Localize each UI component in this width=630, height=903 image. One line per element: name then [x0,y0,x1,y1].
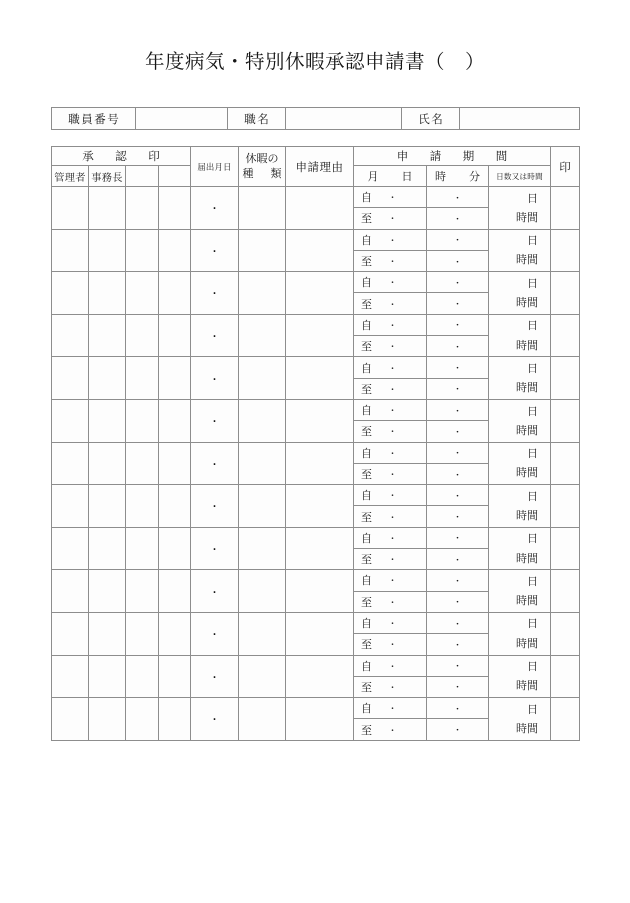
period-to-date-cell[interactable] [354,378,427,399]
days-unit-label: 日 [527,361,538,375]
row-seal-cell[interactable] [551,314,580,357]
leave-type-cell[interactable] [239,698,286,741]
reason-cell[interactable] [286,357,354,400]
submission-date-cell[interactable]: ・ [191,357,239,400]
leave-type-header-line1: 休暇の [245,151,279,165]
approval-seal-cell-4[interactable] [159,655,191,698]
approval-seal-cell-4[interactable] [159,612,191,655]
leave-type-cell[interactable] [239,187,286,230]
approval-seal-cell-1[interactable] [52,229,89,272]
employee-number-label: 職員番号 [52,108,136,130]
period-from-date-cell[interactable] [354,655,427,676]
approval-seal-cell-3[interactable] [126,485,159,528]
period-to-date-cell[interactable] [354,208,427,229]
date-separator-dot: ・ [388,491,398,502]
period-from-date-cell[interactable] [354,229,427,250]
approval-seal-cell-2[interactable] [89,357,126,400]
hour-minute-header: 時 分 [427,166,489,187]
approval-seal-cell-3[interactable] [126,655,159,698]
period-from-date-cell[interactable] [354,272,427,293]
period-from-label: 自 [361,531,372,545]
period-from-time-cell[interactable]: ・ [427,314,489,335]
leave-type-cell[interactable] [239,442,286,485]
days-unit-label: 日 [527,191,538,205]
job-title-field[interactable] [286,108,402,130]
approval-seal-cell-3[interactable] [126,314,159,357]
table-row [52,612,580,633]
period-to-time-cell[interactable]: ・ [427,208,489,229]
manager-seal-header: 管理者 [52,166,89,187]
approval-seal-cell-3[interactable] [126,442,159,485]
period-from-time-cell[interactable]: ・ [427,229,489,250]
date-separator-dot: ・ [388,513,398,524]
period-to-time-cell[interactable]: ・ [427,634,489,655]
approval-seal-cell-4[interactable] [159,399,191,442]
period-to-date-cell[interactable] [354,506,427,527]
reason-cell[interactable] [286,187,354,230]
period-from-label: 自 [361,191,372,205]
submission-date-cell[interactable]: ・ [191,187,239,230]
period-to-time-cell[interactable]: ・ [427,336,489,357]
period-header: 申 請 期 間 [354,147,551,166]
approval-seal-cell-2[interactable] [89,314,126,357]
approval-seal-cell-1[interactable] [52,399,89,442]
row-seal-cell[interactable] [551,357,580,400]
approval-seal-cell-2[interactable] [89,612,126,655]
submission-date-header: 届出月日 [191,147,239,187]
date-separator-dot: ・ [388,640,398,651]
approval-seal-header: 承 認 印 [52,147,191,166]
reason-cell[interactable] [286,570,354,613]
period-to-time-cell[interactable]: ・ [427,293,489,314]
reason-cell[interactable] [286,527,354,570]
period-to-label: 至 [361,553,372,567]
table-row [52,570,580,591]
date-separator-dot: ・ [388,193,398,204]
period-from-label: 自 [361,574,372,588]
period-from-date-cell[interactable] [354,314,427,335]
days-or-hours-cell[interactable] [489,357,551,400]
approval-seal-cell-2[interactable] [89,527,126,570]
employee-info-table [51,107,580,130]
reason-cell[interactable] [286,485,354,528]
approval-seal-cell-2[interactable] [89,570,126,613]
director-seal-header: 事務長 [89,166,126,187]
reason-cell[interactable] [286,399,354,442]
days-or-hours-cell[interactable] [489,527,551,570]
approval-seal-cell-1[interactable] [52,187,89,230]
approval-seal-cell-1[interactable] [52,272,89,315]
leave-type-cell[interactable] [239,229,286,272]
period-from-time-cell[interactable]: ・ [427,698,489,719]
period-from-label: 自 [361,276,372,290]
date-separator-dot: ・ [388,300,398,311]
approval-seal-cell-4[interactable] [159,527,191,570]
period-from-time-cell[interactable]: ・ [427,357,489,378]
approval-seal-cell-4[interactable] [159,698,191,741]
days-or-hours-cell[interactable] [489,442,551,485]
approval-seal-cell-2[interactable] [89,698,126,741]
days-or-hours-cell[interactable] [489,399,551,442]
hours-unit-label: 時間 [516,253,538,267]
date-separator-dot: ・ [388,470,398,481]
submission-date-cell[interactable]: ・ [191,612,239,655]
period-from-date-cell[interactable] [354,612,427,633]
approval-seal-cell-2[interactable] [89,442,126,485]
table-row [52,442,580,463]
period-to-date-cell[interactable] [354,250,427,271]
job-title-label: 職名 [228,108,286,130]
hours-unit-label: 時間 [516,594,538,608]
approval-seal-header-3 [126,166,159,187]
date-separator-dot: ・ [388,214,398,225]
days-or-hours-cell[interactable] [489,187,551,230]
reason-cell[interactable] [286,229,354,272]
days-or-hours-cell[interactable] [489,229,551,272]
row-seal-cell[interactable] [551,570,580,613]
period-to-date-cell[interactable] [354,463,427,484]
period-from-date-cell[interactable] [354,442,427,463]
approval-seal-cell-1[interactable] [52,612,89,655]
period-to-label: 至 [361,297,372,311]
hours-unit-label: 時間 [516,338,538,352]
period-from-time-cell[interactable]: ・ [427,612,489,633]
row-seal-cell[interactable] [551,187,580,230]
date-separator-dot: ・ [388,406,398,417]
date-separator-dot: ・ [388,449,398,460]
period-to-label: 至 [361,510,372,524]
employee-number-field[interactable] [136,108,228,130]
approval-seal-cell-4[interactable] [159,314,191,357]
row-seal-cell[interactable] [551,399,580,442]
date-separator-dot: ・ [388,364,398,375]
table-row [52,485,580,506]
period-from-date-cell[interactable] [354,570,427,591]
approval-seal-cell-1[interactable] [52,698,89,741]
period-to-time-cell[interactable]: ・ [427,506,489,527]
approval-seal-header-4 [159,166,191,187]
approval-seal-cell-2[interactable] [89,229,126,272]
approval-seal-cell-4[interactable] [159,357,191,400]
hours-unit-label: 時間 [516,551,538,565]
leave-type-cell[interactable] [239,399,286,442]
period-from-date-cell[interactable] [354,399,427,420]
period-from-label: 自 [361,702,372,716]
period-to-label: 至 [361,723,372,737]
table-row [52,698,580,719]
row-seal-cell[interactable] [551,698,580,741]
days-unit-label: 日 [527,276,538,290]
days-unit-label: 日 [527,404,538,418]
period-from-date-cell[interactable] [354,187,427,208]
date-separator-dot: ・ [388,427,398,438]
table-row [52,229,580,250]
table-row [52,187,580,208]
hours-unit-label: 時間 [516,423,538,437]
page-title: 年度病気・特別休暇承認申請書（ ） [144,50,485,73]
table-body [52,187,580,741]
date-separator-dot: ・ [388,598,398,609]
approval-seal-cell-3[interactable] [126,357,159,400]
name-field[interactable] [460,108,580,130]
period-from-date-cell[interactable] [354,357,427,378]
period-to-time-cell[interactable]: ・ [427,250,489,271]
days-unit-label: 日 [527,660,538,674]
approval-seal-cell-3[interactable] [126,527,159,570]
days-unit-label: 日 [527,319,538,333]
submission-date-cell[interactable]: ・ [191,399,239,442]
approval-seal-cell-1[interactable] [52,570,89,613]
period-to-date-cell[interactable] [354,634,427,655]
period-from-time-cell[interactable]: ・ [427,272,489,293]
period-from-date-cell[interactable] [354,698,427,719]
table-row [52,399,580,420]
row-seal-cell[interactable] [551,272,580,315]
days-or-hours-cell[interactable] [489,485,551,528]
period-to-time-cell[interactable]: ・ [427,591,489,612]
days-or-hours-cell[interactable] [489,570,551,613]
row-seal-cell[interactable] [551,485,580,528]
period-to-date-cell[interactable] [354,719,427,740]
days-unit-label: 日 [527,489,538,503]
row-seal-cell[interactable] [551,442,580,485]
period-to-time-cell[interactable]: ・ [427,549,489,570]
period-to-time-cell[interactable]: ・ [427,676,489,697]
approval-seal-cell-2[interactable] [89,399,126,442]
days-unit-label: 日 [527,617,538,631]
table-row [52,357,580,378]
submission-date-cell[interactable]: ・ [191,314,239,357]
approval-seal-cell-3[interactable] [126,187,159,230]
approval-seal-cell-4[interactable] [159,442,191,485]
period-from-label: 自 [361,617,372,631]
period-from-date-cell[interactable] [354,485,427,506]
hours-unit-label: 時間 [516,210,538,224]
approval-seal-cell-1[interactable] [52,357,89,400]
approval-seal-cell-1[interactable] [52,442,89,485]
submission-date-cell[interactable]: ・ [191,698,239,741]
period-from-time-cell[interactable]: ・ [427,485,489,506]
leave-type-cell[interactable] [239,655,286,698]
date-separator-dot: ・ [388,662,398,673]
period-to-date-cell[interactable] [354,336,427,357]
period-to-date-cell[interactable] [354,293,427,314]
date-separator-dot: ・ [388,236,398,247]
days-unit-label: 日 [527,532,538,546]
period-from-label: 自 [361,489,372,503]
days-or-hours-cell[interactable] [489,698,551,741]
leave-application-table [51,146,580,741]
table-row [52,314,580,335]
submission-date-cell[interactable]: ・ [191,485,239,528]
hours-unit-label: 時間 [516,466,538,480]
date-separator-dot: ・ [388,278,398,289]
reason-header: 申請理由 [286,147,354,187]
approval-seal-cell-4[interactable] [159,485,191,528]
approval-seal-cell-3[interactable] [126,272,159,315]
days-unit-label: 日 [527,234,538,248]
approval-seal-cell-3[interactable] [126,698,159,741]
submission-date-cell[interactable]: ・ [191,272,239,315]
days-unit-label: 日 [527,574,538,588]
row-seal-cell[interactable] [551,612,580,655]
approval-seal-cell-1[interactable] [52,655,89,698]
reason-cell[interactable] [286,655,354,698]
hours-unit-label: 時間 [516,508,538,522]
leave-type-cell[interactable] [239,314,286,357]
date-separator-dot: ・ [388,342,398,353]
hours-unit-label: 時間 [516,679,538,693]
period-to-label: 至 [361,340,372,354]
row-seal-cell[interactable] [551,527,580,570]
approval-seal-cell-2[interactable] [89,485,126,528]
period-to-label: 至 [361,680,372,694]
period-to-time-cell[interactable]: ・ [427,421,489,442]
period-from-label: 自 [361,361,372,375]
period-from-label: 自 [361,404,372,418]
days-unit-label: 日 [527,447,538,461]
date-separator-dot: ・ [388,726,398,737]
leave-type-cell[interactable] [239,485,286,528]
row-seal-cell[interactable] [551,655,580,698]
days-or-hours-cell[interactable] [489,272,551,315]
reason-cell[interactable] [286,272,354,315]
date-separator-dot: ・ [388,385,398,396]
approval-seal-cell-4[interactable] [159,570,191,613]
days-or-hours-cell[interactable] [489,314,551,357]
period-from-time-cell[interactable]: ・ [427,570,489,591]
period-to-label: 至 [361,212,372,226]
leave-type-cell[interactable] [239,527,286,570]
days-or-hours-cell[interactable] [489,612,551,655]
approval-seal-cell-2[interactable] [89,655,126,698]
date-separator-dot: ・ [388,321,398,332]
approval-seal-cell-1[interactable] [52,314,89,357]
period-to-label: 至 [361,638,372,652]
approval-seal-cell-4[interactable] [159,229,191,272]
leave-type-cell[interactable] [239,612,286,655]
period-to-label: 至 [361,468,372,481]
date-separator-dot: ・ [388,704,398,715]
reason-cell[interactable] [286,442,354,485]
approval-seal-cell-2[interactable] [89,272,126,315]
period-to-date-cell[interactable] [354,549,427,570]
table-row [52,527,580,548]
submission-date-cell[interactable]: ・ [191,570,239,613]
period-from-label: 自 [361,233,372,247]
date-separator-dot: ・ [388,683,398,694]
period-from-time-cell[interactable]: ・ [427,655,489,676]
hours-unit-label: 時間 [516,295,538,309]
submission-date-cell[interactable]: ・ [191,442,239,485]
date-separator-dot: ・ [388,619,398,630]
name-label: 氏名 [402,108,460,130]
days-unit-label: 日 [527,702,538,716]
period-to-time-cell[interactable]: ・ [427,463,489,484]
row-seal-cell[interactable] [551,229,580,272]
reason-cell[interactable] [286,698,354,741]
leave-type-header [239,147,286,187]
period-from-time-cell[interactable]: ・ [427,399,489,420]
table-header-top-row [52,147,580,166]
period-from-label: 自 [361,659,372,673]
period-from-time-cell[interactable]: ・ [427,527,489,548]
leave-type-cell[interactable] [239,357,286,400]
period-to-time-cell[interactable]: ・ [427,378,489,399]
period-from-date-cell[interactable] [354,527,427,548]
period-from-time-cell[interactable]: ・ [427,442,489,463]
month-day-header: 月 日 [354,166,427,187]
period-from-label: 自 [361,318,372,332]
period-to-date-cell[interactable] [354,421,427,442]
approval-seal-cell-3[interactable] [126,399,159,442]
date-separator-dot: ・ [388,257,398,268]
submission-date-cell[interactable]: ・ [191,655,239,698]
seal-column-header: 印 [551,147,580,187]
leave-type-header-line2: 種 類 [242,166,285,180]
period-to-label: 至 [361,255,372,269]
period-to-label: 至 [361,382,372,396]
approval-seal-cell-1[interactable] [52,485,89,528]
approval-seal-cell-2[interactable] [89,187,126,230]
reason-cell[interactable] [286,612,354,655]
approval-seal-cell-1[interactable] [52,527,89,570]
period-from-label: 自 [361,446,372,460]
period-from-time-cell[interactable]: ・ [427,187,489,208]
days-or-hours-cell[interactable] [489,655,551,698]
submission-date-cell[interactable]: ・ [191,229,239,272]
date-separator-dot: ・ [388,555,398,566]
period-to-label: 至 [361,595,372,609]
employee-info-row [52,108,580,130]
leave-type-cell[interactable] [239,570,286,613]
approval-seal-cell-4[interactable] [159,272,191,315]
reason-cell[interactable] [286,314,354,357]
table-row [52,272,580,293]
table-row [52,655,580,676]
approval-seal-cell-3[interactable] [126,229,159,272]
hours-unit-label: 時間 [516,636,538,650]
date-separator-dot: ・ [388,534,398,545]
period-to-date-cell[interactable] [354,591,427,612]
period-to-label: 至 [361,425,372,439]
hours-unit-label: 時間 [516,721,538,735]
date-separator-dot: ・ [388,576,398,587]
period-to-date-cell[interactable] [354,676,427,697]
leave-type-cell[interactable] [239,272,286,315]
approval-seal-cell-4[interactable] [159,187,191,230]
approval-seal-cell-3[interactable] [126,612,159,655]
submission-date-cell[interactable]: ・ [191,527,239,570]
hours-unit-label: 時間 [516,381,538,395]
approval-seal-cell-3[interactable] [126,570,159,613]
period-to-time-cell[interactable]: ・ [427,719,489,740]
days-or-hours-header: 日数又は時間 [489,166,551,187]
